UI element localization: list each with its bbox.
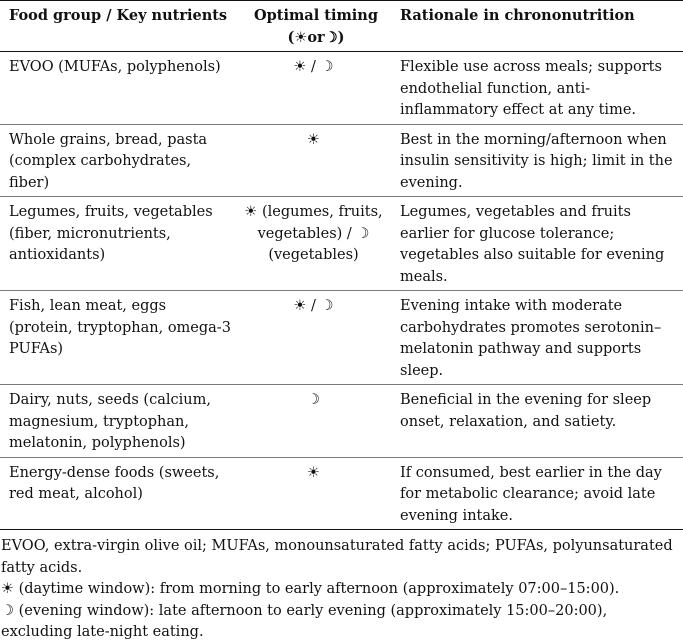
timing-cell: ☀ (legumes, fruits, vegetables) / ☽ (vegetables) [236, 197, 391, 291]
table-header-row [0, 1, 683, 52]
food-group-cell: Whole grains, bread, pasta (complex carbohydrates, fiber) [0, 124, 236, 197]
timing-cell: ☀ / ☽ [236, 52, 391, 125]
table-row [0, 457, 683, 530]
header-timing-label: Optimal timing [253, 7, 378, 24]
table-row [0, 124, 683, 197]
table-row [0, 291, 683, 385]
table-footnotes [0, 530, 683, 644]
rationale-cell: Best in the morning/afternoon when insulin sensitivity is high; limit in the evening. [391, 124, 683, 197]
header-rationale: Rationale in chrononutrition [391, 1, 683, 52]
food-group-cell: Energy-dense foods (sweets, red meat, alcohol) [0, 457, 236, 530]
header-timing-symbols: (☀or☽) [287, 28, 345, 46]
food-group-cell: Legumes, fruits, vegetables (fiber, micronutrients, antioxidants) [0, 197, 236, 291]
rationale-cell: Legumes, vegetables and fruits earlier for glucose tolerance; vegetables also suitable for evening meals. [391, 197, 683, 291]
evening-window-note: ☽ (evening window): late afternoon to early evening (approximately 15:00–20:00), excluding late-night eating. [1, 602, 608, 640]
table-row [0, 385, 683, 458]
rationale-cell: Evening intake with moderate carbohydrates promotes serotonin–melatonin pathway and supports sleep. [391, 291, 683, 385]
header-optimal-timing [236, 1, 391, 52]
timing-cell: ☽ [236, 385, 391, 458]
rationale-cell: If consumed, best earlier in the day for metabolic clearance; avoid late evening intake. [391, 457, 683, 530]
rationale-cell: Beneficial in the evening for sleep onset, relaxation, and satiety. [391, 385, 683, 458]
header-food-group: Food group / Key nutrients [0, 1, 236, 52]
timing-cell: ☀ [236, 457, 391, 530]
table-row [0, 52, 683, 125]
daytime-window-note: ☀ (daytime window): from morning to early afternoon (approximately 07:00–15:00). [1, 581, 620, 597]
food-group-cell: Fish, lean meat, eggs (protein, tryptophan, omega-3 PUFAs) [0, 291, 236, 385]
food-group-cell: EVOO (MUFAs, polyphenols) [0, 52, 236, 125]
timing-cell: ☀ / ☽ [236, 291, 391, 385]
rationale-cell: Flexible use across meals; supports endothelial function, anti-inflammatory effect at any time. [391, 52, 683, 125]
food-group-cell: Dairy, nuts, seeds (calcium, magnesium, tryptophan, melatonin, polyphenols) [0, 385, 236, 458]
timing-cell: ☀ [236, 124, 391, 197]
table-row [0, 197, 683, 291]
abbreviations-note: EVOO, extra-virgin olive oil; MUFAs, monounsaturated fatty acids; PUFAs, polyunsaturated fatty acids. [1, 538, 673, 576]
